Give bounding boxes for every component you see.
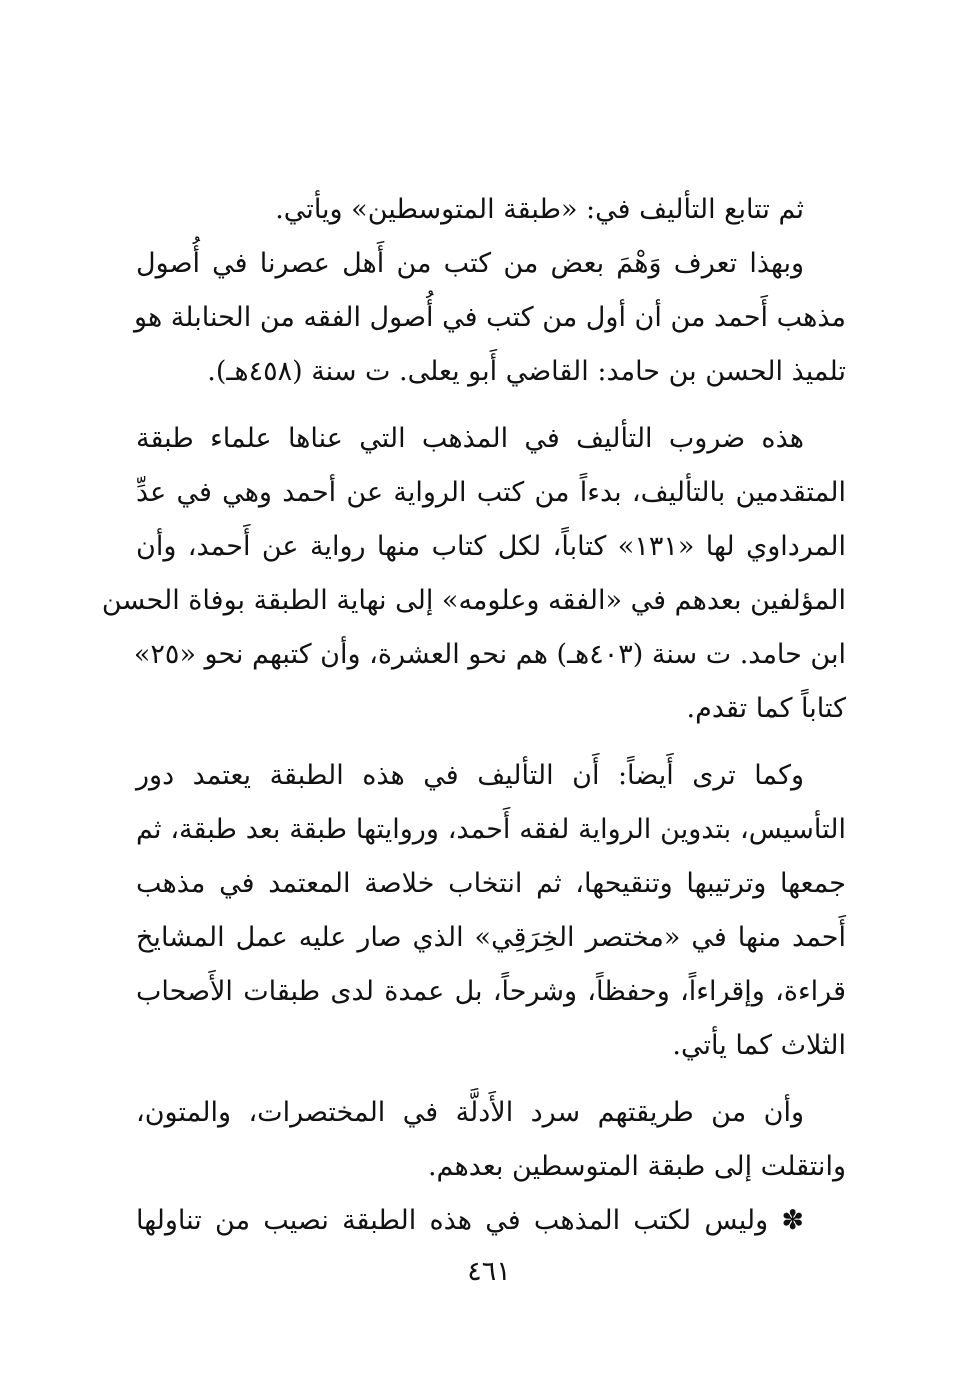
text-line: قراءة، وإقراءاً، وحفظاً، وشرحاً، بل عمدة لدى طبقات الأَصحاب	[136, 976, 846, 1007]
text-line: مذهب أَحمد من أن أول من كتب في أُصول الفقه من الحنابلة هو	[134, 302, 846, 333]
text-line: وكما ترى أَيضاً: أَن التأليف في هذه الطبقة يعتمد دور	[136, 760, 804, 791]
text-line: هذه ضروب التأليف في المذهب التي عناها علماء طبقة	[136, 423, 804, 454]
text-line: وأن من طريقتهم سرد الأَدلَّة في المختصرات، والمتون،	[136, 1097, 804, 1128]
text-line: كتاباً كما تقدم.	[686, 693, 846, 724]
text-line: جمعها وترتيبها وتنقيحها، ثم انتخاب خلاصة المعتمد في مذهب	[136, 868, 846, 899]
paragraph-1	[136, 183, 846, 237]
text-line: الثلاث كما يأتي.	[672, 1030, 846, 1061]
paragraph-2	[136, 237, 846, 399]
paragraph-6	[136, 1194, 846, 1248]
paragraph-3	[101, 412, 847, 736]
text-line: ✽ وليس لكتب المذهب في هذه الطبقة نصيب من تناولها	[136, 1205, 804, 1236]
paragraph-4	[136, 749, 846, 1073]
body-text	[101, 183, 847, 1248]
text-line: وبهذا تعرف وَهْمَ بعض من كتب من أَهل عصرنا في أُصول	[136, 248, 804, 279]
paragraph-5	[136, 1086, 846, 1194]
text-line: أَحمد منها في «مختصر الخِرَقِي» الذي صار عليه عمل المشايخ	[136, 922, 846, 953]
text-line: وانتقلت إلى طبقة المتوسطين بعدهم.	[427, 1151, 846, 1182]
page-number: ٤٦١	[467, 1256, 511, 1287]
text-line: المرداوي لها «١٣١» كتاباً، لكل كتاب منها رواية عن أَحمد، وأن	[136, 531, 847, 562]
text-line: تلميذ الحسن بن حامد: القاضي أَبو يعلى. ت سنة (٤٥٨هـ).	[207, 356, 846, 387]
text-line: المتقدمين بالتأليف، بدءاً من كتب الرواية عن أحمد وهي في عدِّ	[136, 477, 846, 508]
text-line: ابن حامد. ت سنة (٤٠٣هـ) هم نحو العشرة، وأن كتبهم نحو «٢٥»	[133, 639, 846, 670]
text-line: المؤلفين بعدهم في «الفقه وعلومه» إلى نهاية الطبقة بوفاة الحسن	[101, 585, 846, 616]
text-line: التأسيس، بتدوين الرواية لفقه أَحمد، وروايتها طبقة بعد طبقة، ثم	[136, 814, 846, 845]
text-line: ثم تتابع التأليف في: «طبقة المتوسطين» ويأتي.	[275, 194, 804, 225]
